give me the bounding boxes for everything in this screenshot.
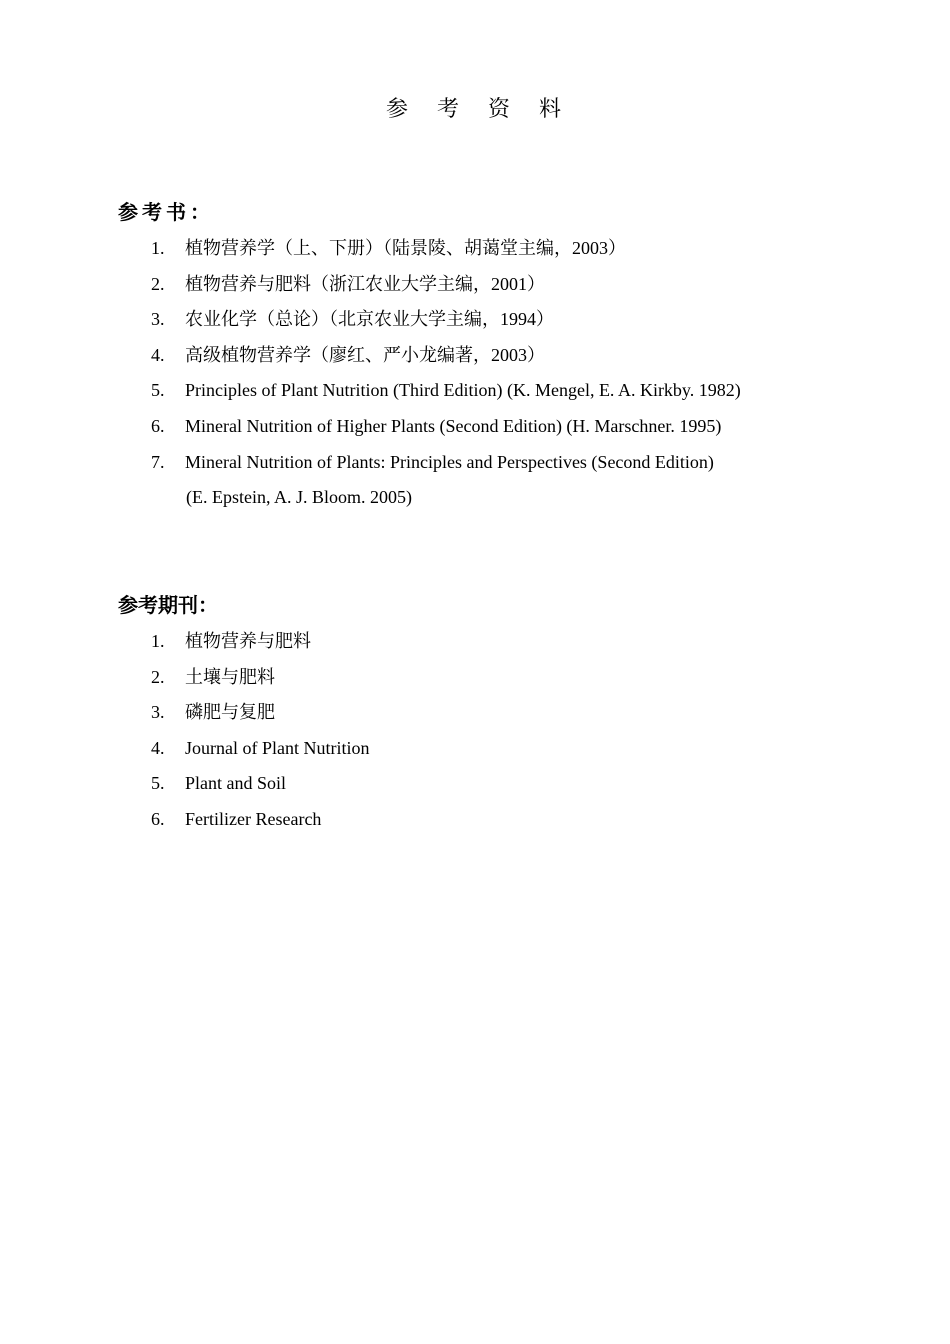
item-text: Mineral Nutrition of Higher Plants (Second Edition) (H. Marschner. 1995) xyxy=(185,415,722,436)
page-title: 参 考 资 料 xyxy=(386,97,572,122)
item-number: 6. xyxy=(151,808,165,829)
item-number: 4. xyxy=(151,344,165,365)
item-number: 1. xyxy=(151,631,165,651)
item-text: Plant and Soil xyxy=(185,773,287,794)
item-number: 3. xyxy=(151,702,165,723)
item-number: 5. xyxy=(151,773,165,794)
item-number: 2. xyxy=(151,273,165,294)
item-text: 农业化学（总论）（北京农业大学主编，1994） xyxy=(185,309,554,330)
item-text: 植物营养与肥料（浙江农业大学主编，2001） xyxy=(185,273,545,294)
journals-heading: 参考期刊： xyxy=(118,593,218,617)
books-heading: 参考书： xyxy=(118,200,214,224)
item-text: Fertilizer Research xyxy=(185,808,322,829)
item-text: 植物营养与肥料 xyxy=(185,631,311,651)
item-text: Principles of Plant Nutrition (Third Edition) (K. Mengel, E. A. Kirkby. 1982) xyxy=(185,380,741,401)
item-text: Mineral Nutrition of Plants: Principles and Perspectives (Second Edition) xyxy=(185,451,714,472)
item-number: 7. xyxy=(151,451,165,472)
item-number: 1. xyxy=(151,238,165,258)
item-text: 磷肥与复肥 xyxy=(185,702,275,723)
item-text: 植物营养学（上、下册）（陆景陵、胡蔼堂主编，2003） xyxy=(185,238,626,258)
item-number: 5. xyxy=(151,380,165,401)
item-number: 4. xyxy=(151,737,165,758)
item-number: 3. xyxy=(151,309,165,330)
item-text: Journal of Plant Nutrition xyxy=(185,737,370,758)
item-text: 高级植物营养学（廖红、严小龙编著，2003） xyxy=(185,344,545,365)
item-number: 6. xyxy=(151,415,165,436)
item-number: 2. xyxy=(151,666,165,687)
item-text-continuation: (E. Epstein, A. J. Bloom. 2005) xyxy=(186,487,412,508)
item-text: 土壤与肥料 xyxy=(185,666,275,687)
